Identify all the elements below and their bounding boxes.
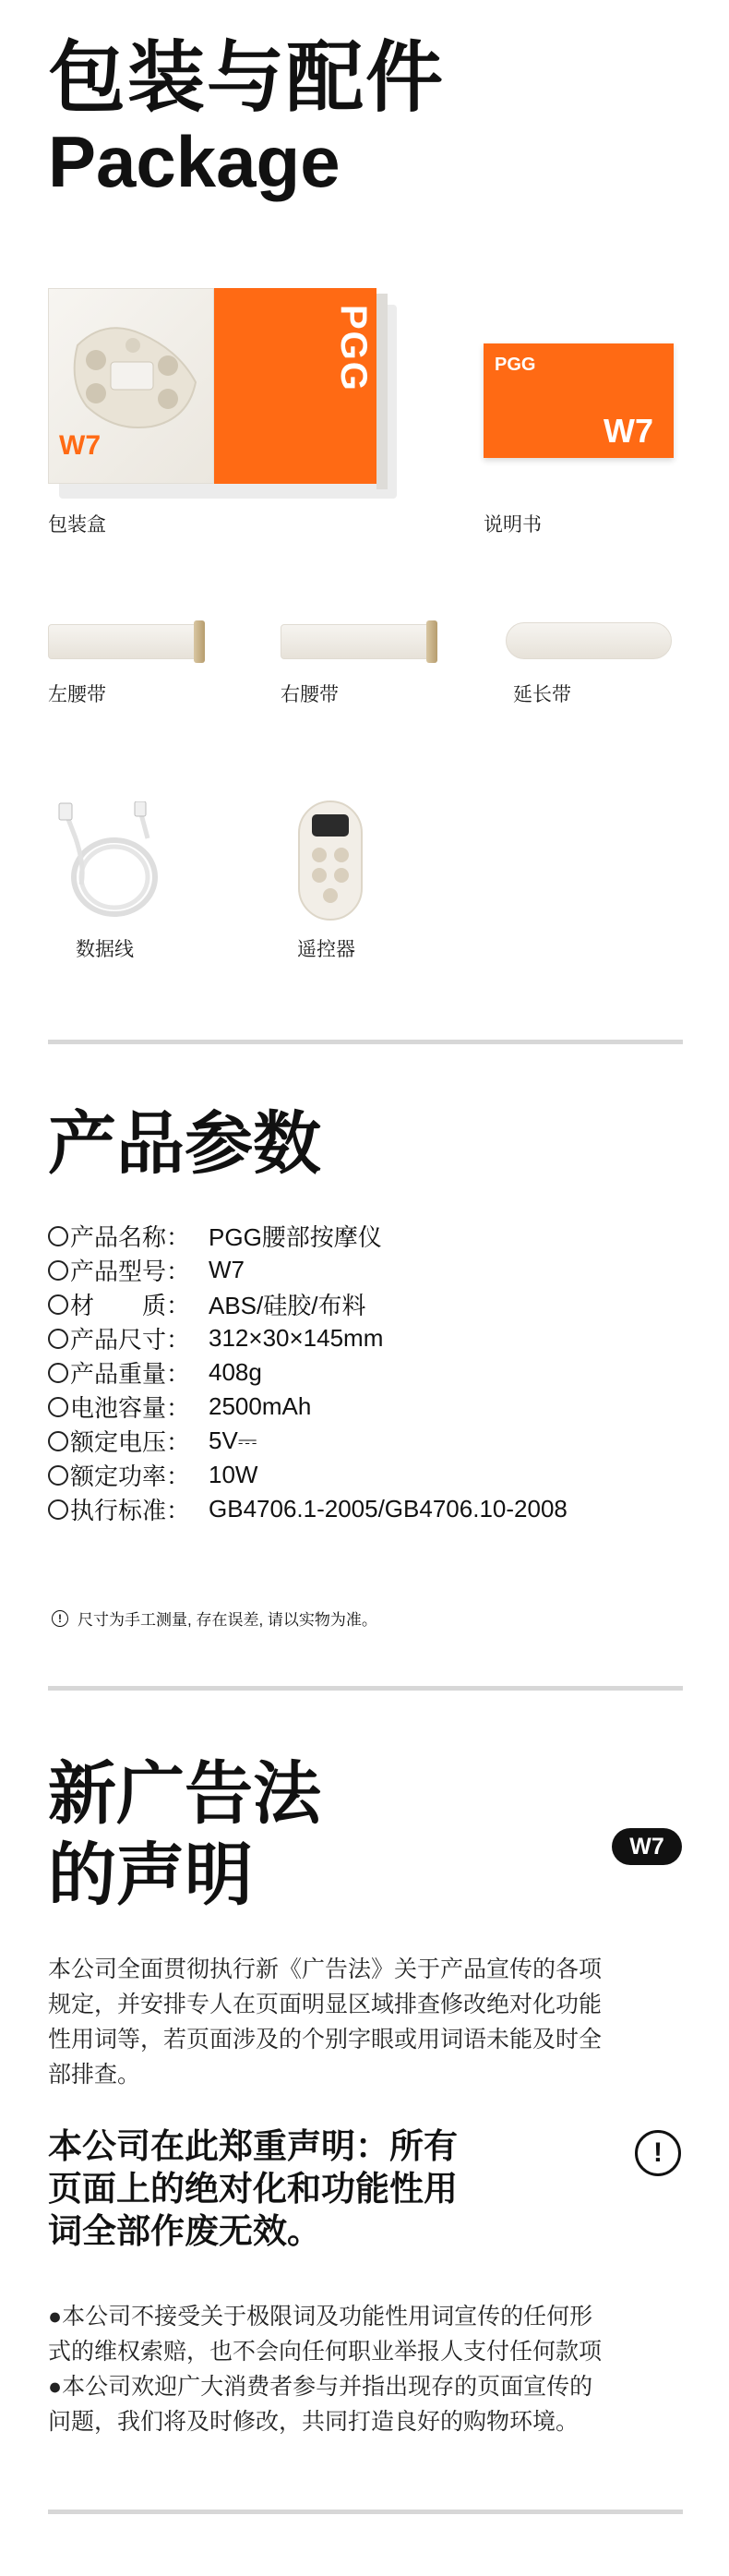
spec-row: 额定功率： 10W bbox=[48, 1458, 257, 1492]
item-label-box: 包装盒 bbox=[48, 514, 106, 536]
bullet-circle-icon bbox=[48, 1431, 68, 1451]
size-note bbox=[52, 1607, 377, 1630]
bullet-line: 问题，我们将及时修改，共同打造良好的购物环境。 bbox=[48, 2409, 580, 2435]
law-intro-line: 规定，并安排专人在页面明显区域排查修改绝对化功能 bbox=[48, 1992, 603, 2017]
law-bullets bbox=[48, 2299, 694, 2439]
bullet-circle-icon bbox=[48, 1363, 68, 1383]
spec-row: 产品名称： PGG腰部按摩仪 bbox=[48, 1219, 382, 1253]
info-icon: ! bbox=[52, 1610, 68, 1627]
law-intro-line: 部排查。 bbox=[48, 2062, 141, 2088]
right-belt-image bbox=[281, 624, 430, 659]
spec-row: 材 质： ABS/硅胶/布料 bbox=[48, 1287, 365, 1321]
spec-row: 电池容量： 2500mAh bbox=[48, 1390, 311, 1424]
bullet-circle-icon bbox=[48, 1260, 68, 1281]
bullet-line: ●本公司欢迎广大消费者参与并指出现存的页面宣传的 bbox=[48, 2374, 593, 2400]
remote-control-image bbox=[297, 800, 364, 921]
bullet-line: ●本公司不接受关于极限词及功能性用词宣传的任何形 bbox=[48, 2304, 593, 2329]
item-label-left-belt: 左腰带 bbox=[48, 684, 106, 705]
spec-row: 执行标准： GB4706.1-2005/GB4706.10-2008 bbox=[48, 1492, 568, 1526]
section-divider bbox=[48, 1040, 683, 1044]
extension-belt-image bbox=[506, 622, 672, 659]
size-note-text: 尺寸为手工测量, 存在误差, 请以实物为准。 bbox=[78, 1611, 377, 1629]
bullet-line: 式的维权索赔，也不会向任何职业举报人支付任何款项 bbox=[48, 2339, 603, 2365]
item-label-manual: 说明书 bbox=[484, 514, 542, 536]
box-model-text: W7 bbox=[59, 430, 101, 461]
section-divider bbox=[48, 2510, 683, 2514]
right-belt-buckle bbox=[426, 620, 437, 663]
law-title-line1: 新广告法 bbox=[48, 1755, 321, 1832]
manual-model-text: W7 bbox=[604, 412, 653, 450]
declaration-line: 词全部作废无效。 bbox=[48, 2212, 321, 2250]
spec-row: 产品尺寸： 312×30×145mm bbox=[48, 1321, 383, 1355]
bullet-circle-icon bbox=[48, 1226, 68, 1246]
section-divider bbox=[48, 1686, 683, 1691]
law-declaration bbox=[48, 2125, 565, 2253]
bullet-circle-icon bbox=[48, 1499, 68, 1520]
spec-row: 额定电压： 5V⎓ bbox=[48, 1424, 257, 1458]
spec-row: 产品重量： 408g bbox=[48, 1355, 262, 1390]
usb-cable-image bbox=[48, 801, 168, 921]
declaration-line: 页面上的绝对化和功能性用 bbox=[48, 2170, 458, 2208]
bullet-circle-icon bbox=[48, 1329, 68, 1349]
specs-title: 产品参数 bbox=[48, 1105, 321, 1182]
item-label-extension-belt: 延长带 bbox=[513, 684, 571, 705]
model-badge: W7 bbox=[612, 1828, 682, 1865]
law-intro-line: 性用词等，若页面涉及的个别字眼或用词语未能及时全 bbox=[48, 2027, 603, 2052]
item-label-right-belt: 右腰带 bbox=[281, 684, 339, 705]
left-belt-image bbox=[48, 624, 197, 659]
manual-brand-logo: PGG bbox=[495, 355, 536, 375]
spec-row: 产品型号： W7 bbox=[48, 1253, 245, 1287]
declaration-line: 本公司在此郑重声明：所有 bbox=[48, 2127, 458, 2165]
bullet-circle-icon bbox=[48, 1465, 68, 1486]
package-title-en: Package bbox=[48, 121, 341, 202]
bullet-circle-icon bbox=[48, 1294, 68, 1315]
law-intro-line: 本公司全面贯彻执行新《广告法》关于产品宣传的各项 bbox=[48, 1956, 603, 1982]
package-box-side bbox=[376, 294, 388, 489]
package-title-cn: 包装与配件 bbox=[48, 34, 446, 121]
box-brand-logo: PGG bbox=[333, 305, 374, 392]
left-belt-buckle bbox=[194, 620, 205, 663]
alert-icon: ! bbox=[635, 2130, 681, 2176]
bullet-circle-icon bbox=[48, 1397, 68, 1417]
law-title-line2: 的声明 bbox=[48, 1836, 253, 1913]
massager-image bbox=[68, 318, 199, 432]
item-label-remote: 遥控器 bbox=[297, 939, 355, 960]
item-label-cable: 数据线 bbox=[76, 939, 134, 960]
